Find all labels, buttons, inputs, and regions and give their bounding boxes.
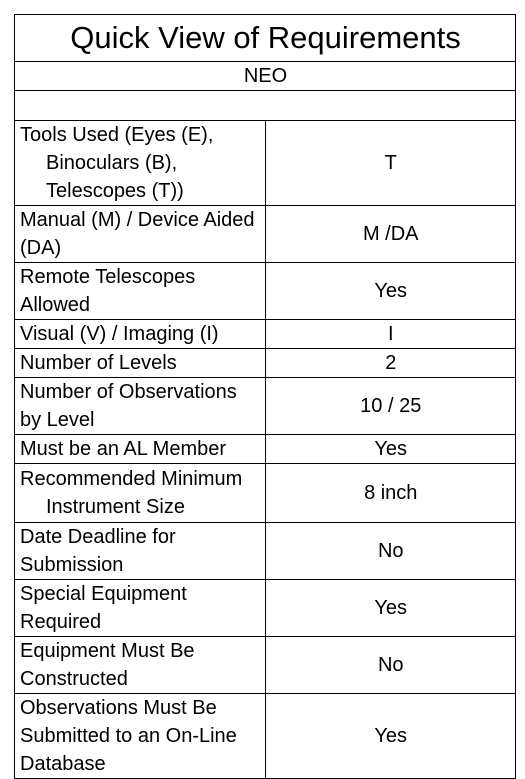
row-label: Observations Must Be Submitted to an On-Line Database [15,694,266,779]
row-label: Visual (V) / Imaging (I) [15,320,266,349]
row-label: Recommended Minimum Instrument Size [15,464,266,523]
row-label: Tools Used (Eyes (E), Binoculars (B), Telescopes (T)) [15,121,266,206]
row-value: T [265,121,516,206]
subtitle-row [15,62,516,91]
table-row [15,349,516,378]
page-title: Quick View of Requirements [15,15,516,62]
table-row [15,464,516,523]
table-row [15,263,516,320]
row-value: 10 / 25 [265,378,516,435]
blank-row [15,91,516,121]
row-value: No [265,523,516,580]
row-value: Yes [265,435,516,464]
row-label: Number of Observations by Level [15,378,266,435]
table-row [15,121,516,206]
table-row [15,694,516,779]
row-label: Equipment Must Be Constructed [15,637,266,694]
row-label: Number of Levels [15,349,266,378]
row-value: M /DA [265,206,516,263]
table-row [15,637,516,694]
row-value: Yes [265,263,516,320]
row-value: 2 [265,349,516,378]
title-row [15,15,516,62]
blank-cell [15,91,516,121]
table-row [15,580,516,637]
row-value: No [265,637,516,694]
row-label: Must be an AL Member [15,435,266,464]
row-value: I [265,320,516,349]
requirements-sheet [14,14,516,779]
row-label: Date Deadline for Submission [15,523,266,580]
row-value: Yes [265,580,516,637]
row-value: Yes [265,694,516,779]
table-row [15,523,516,580]
requirements-table [14,14,516,779]
program-name: NEO [15,62,516,91]
row-label: Special Equipment Required [15,580,266,637]
row-label: Manual (M) / Device Aided (DA) [15,206,266,263]
table-row [15,378,516,435]
row-value: 8 inch [265,464,516,523]
table-row [15,206,516,263]
row-label: Remote Telescopes Allowed [15,263,266,320]
table-row [15,435,516,464]
table-row [15,320,516,349]
